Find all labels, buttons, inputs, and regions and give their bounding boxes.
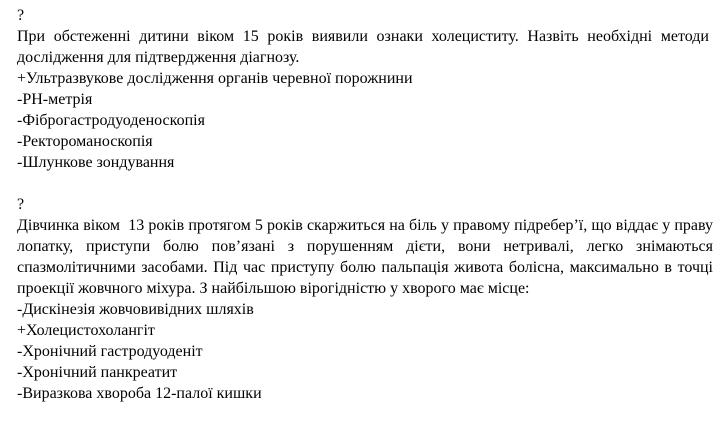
answer-sign: - bbox=[17, 154, 23, 171]
answer-text: РН-метрія bbox=[22, 91, 93, 108]
answer-sign: - bbox=[17, 343, 23, 360]
question-2-answer-4 bbox=[17, 362, 713, 383]
answer-text: Ректороманоскопія bbox=[22, 133, 153, 150]
answer-sign: + bbox=[17, 70, 27, 87]
answer-text: Ультразвукове дослідження органів черевної порожнини bbox=[26, 70, 413, 87]
answer-sign: - bbox=[17, 364, 23, 381]
question-2-answer-1 bbox=[17, 299, 713, 320]
answer-text: Фіброгастродуоденоскопія bbox=[22, 112, 205, 129]
question-1-answer-1 bbox=[17, 68, 713, 89]
answer-text: Хронічний гастродуоденіт bbox=[22, 343, 203, 360]
answer-text: Холецистохолангіт bbox=[26, 322, 155, 339]
question-1-answer-4 bbox=[17, 131, 713, 152]
answer-sign: - bbox=[17, 385, 23, 402]
answer-sign: + bbox=[17, 322, 27, 339]
question-2-answer-2 bbox=[17, 320, 713, 341]
answer-text: Дискінезія жовчовивідних шляхів bbox=[22, 301, 254, 318]
answer-text: Шлункове зондування bbox=[22, 154, 175, 171]
question-block-1 bbox=[17, 5, 713, 173]
question-1-marker: ? bbox=[17, 7, 25, 24]
answer-sign: - bbox=[17, 112, 23, 129]
answer-sign: - bbox=[17, 301, 23, 318]
question-1-text: При обстеженні дитини віком 15 років виявили ознаки холециститу. Назвіть необхідні методи дослідження для підтвердження діагнозу. bbox=[17, 28, 713, 66]
answer-text: Виразкова хвороба 12-палої кишки bbox=[22, 385, 262, 402]
answer-sign: - bbox=[17, 91, 23, 108]
question-2-answer-5 bbox=[17, 383, 713, 404]
question-1-answer-3 bbox=[17, 110, 713, 131]
question-2-text: Дівчинка віком 13 років протягом 5 років скаржиться на біль у правому підребер’ї, що віддає у праву лопатку, приступи болю пов’язані з порушенням дієти, вони нетривалі, легко знімаються спазмолітичними засобами. Під час приступу болю пальпація живота болісна, максимально в точці проекції жовчного міхура. З найбільшою вірогідністю у хворого має місце: bbox=[17, 217, 713, 297]
question-1-answer-5 bbox=[17, 152, 713, 173]
question-2-answer-3 bbox=[17, 341, 713, 362]
question-1-answer-2 bbox=[17, 89, 713, 110]
question-2-marker: ? bbox=[17, 196, 25, 213]
answer-sign: - bbox=[17, 133, 23, 150]
answer-text: Хронічний панкреатит bbox=[22, 364, 178, 381]
question-block-2 bbox=[17, 194, 713, 404]
